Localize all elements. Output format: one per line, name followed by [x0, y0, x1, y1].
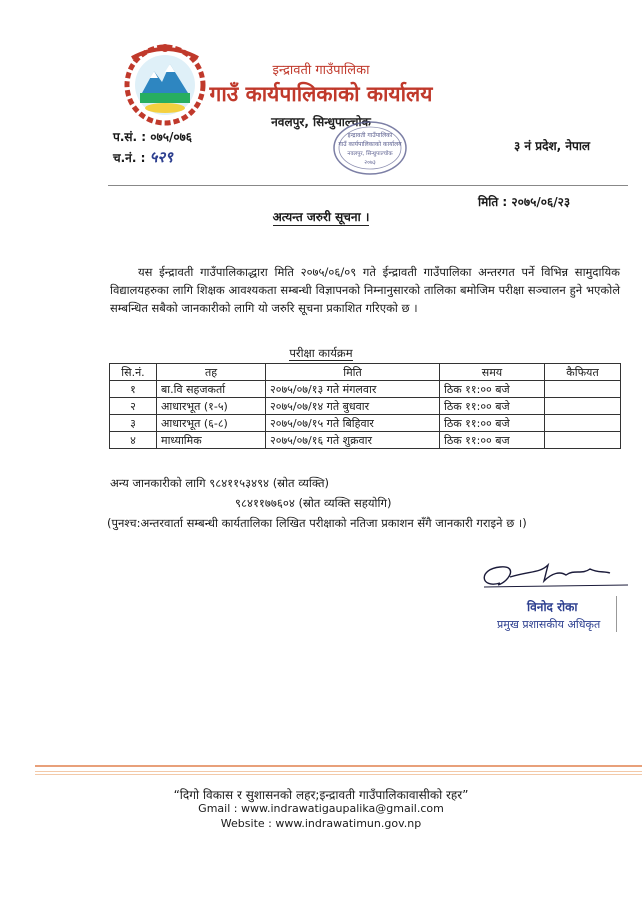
ps-value: ०७५/०७६	[150, 130, 193, 144]
cell-time: ठिक ११:०० बजे	[440, 381, 545, 398]
contact-line-1: अन्य जानकारीको लागि ९८४११५३४९४ (स्रोत व्यक्ति)	[110, 476, 330, 490]
cell-time: ठिक ११:०० बजे	[440, 415, 545, 432]
col-header-date: मिति	[266, 364, 440, 381]
cell-level: आधारभूत (६-८)	[157, 415, 266, 432]
col-header-level: तह	[157, 364, 266, 381]
signer-name: विनोद रोका	[527, 600, 578, 614]
office-stamp	[332, 120, 408, 176]
province-label: ३ नं प्रदेश, नेपाल	[514, 139, 591, 153]
cell-remarks	[545, 415, 621, 432]
contact-line-2: ९८४११७७६०४ (स्रोत व्यक्ति सहयोगि)	[235, 496, 392, 510]
col-header-sn: सि.नं.	[110, 364, 157, 381]
ps-label: प.सं. :	[113, 130, 147, 144]
letter-date: मिति : २०७५/०६/२३	[478, 195, 571, 209]
office-address: नवलपुर, सिन्धुपाल्चोक	[271, 115, 371, 129]
header-divider	[108, 185, 628, 186]
office-title: गाउँ कार्यपालिकाको कार्यालय	[209, 82, 433, 106]
footer-slogan: “दिगो विकास र सुशासनको लहर;इन्द्रावती गाउँपालिकावासीको रहर”	[173, 788, 469, 802]
cell-level: आधारभूत (१-५)	[157, 398, 266, 415]
reference-ps	[113, 128, 192, 145]
cell-time: ठिक ११:०० बज	[440, 432, 545, 449]
notice-title-text: अत्यन्त जरुरी सूचना ।	[272, 210, 370, 224]
table-caption-text: परीक्षा कार्यक्रम	[289, 346, 353, 360]
reference-cn	[113, 147, 173, 167]
table-row	[110, 398, 621, 415]
stamp-line-2: गाउँ कार्यपालिकाको कार्यालय	[338, 141, 402, 148]
postscript: (पुनश्च:अन्तरवार्ता सम्बन्धी कार्यतालिका लिखित परीक्षाको नतिजा प्रकाशन सँगै जानकारी गराइने छ ।)	[107, 516, 527, 530]
stamp-line-3: नवलपुर, सिन्धुपाल्चोक	[347, 151, 393, 157]
cell-date: २०७५/०७/१४ गते बुधवार	[266, 398, 440, 415]
cell-sn: १	[110, 381, 157, 398]
stamp-line-1: इन्द्रावती गाउँपालिका	[347, 132, 393, 139]
cell-remarks	[545, 432, 621, 449]
exam-schedule-table	[109, 363, 621, 449]
org-name: इन्द्रावती गाउँपालिका	[272, 63, 370, 78]
table-header-row	[110, 364, 621, 381]
col-header-remarks: कैफियत	[545, 364, 621, 381]
cell-sn: ४	[110, 432, 157, 449]
cell-level: माध्यामिक	[157, 432, 266, 449]
cell-date: २०७५/०७/१६ गते शुक्रवार	[266, 432, 440, 449]
notice-title	[0, 208, 642, 225]
cell-time: ठिक ११:०० बजे	[440, 398, 545, 415]
table-row	[110, 381, 621, 398]
footer-gmail: Gmail : www.indrawatigaupalika@gmail.com	[198, 802, 444, 815]
table-caption	[0, 346, 642, 361]
footer-divider	[35, 765, 642, 767]
cell-remarks	[545, 398, 621, 415]
footer-divider	[35, 771, 642, 772]
cn-label: च.नं. :	[113, 151, 146, 165]
table-row	[110, 415, 621, 432]
cell-date: २०७५/०७/१३ गते मंगलवार	[266, 381, 440, 398]
cell-remarks	[545, 381, 621, 398]
footer-divider	[35, 774, 642, 775]
notice-body: यस ईन्द्रावती गाउँपालिकाद्धारा मिति २०७५/०६/०९ गते ईन्द्रावती गाउँपालिका अन्तरगत पर्ने विभिन्न सामुदायिक विद्यालयहरुका लागि शिक्षक आवश्यकता सम्बन्धी विज्ञापनको निम्नानुसारको तालिका बमोजिम परीक्षा सञ्चालन हुने भएकोले सम्बन्धित सबैको जानकारीको लागि यो जरुरि सूचना प्रकाशित गरिएको छ ।	[110, 265, 620, 315]
stamp-line-4: २०७३	[364, 160, 376, 166]
signer-title: प्रमुख प्रशासकीय अधिकृत	[497, 618, 601, 631]
cn-value: ५२९	[149, 148, 173, 166]
cell-date: २०७५/०७/१५ गते बिहिवार	[266, 415, 440, 432]
cell-level: बा.वि सहजकर्ता	[157, 381, 266, 398]
handwritten-signature	[470, 555, 630, 595]
table-row	[110, 432, 621, 449]
cell-sn: २	[110, 398, 157, 415]
footer-website: Website : www.indrawatimun.gov.np	[220, 817, 422, 830]
col-header-time: समय	[440, 364, 545, 381]
cell-sn: ३	[110, 415, 157, 432]
